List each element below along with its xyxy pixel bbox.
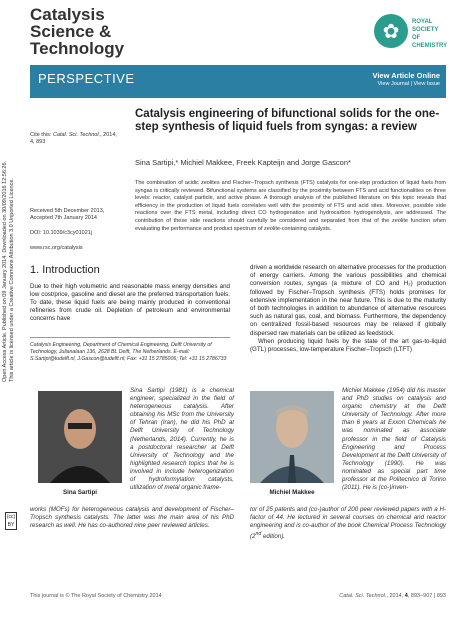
open-access-notice[interactable]: Open Access Article. Published on 09 January 2014. Downloaded on 30/09/2016 12:56:26.: [2, 160, 8, 382]
rsc-logo: ✿ ROYAL SOCIETY OF CHEMISTRY: [374, 14, 448, 50]
intro-paragraph-right-1: driven a worldwide research on alternative processes for the production of energy carriers. Among the various possibilities and chemical conversion routes, syngas (a mixture of CO and H₂) production followed by Fischer–Tropsch synthesis (FTS) holds promises for extensive implementation in the near future. This is due to the maturity of both technologies in addition to abundance of alternative resources such as natural gas, coal, and biomass. Furthermore, the dependency on centralized fossil-based resources may be relaxed if globally dispersed raw materials can be utilized as feedstock.: [250, 264, 446, 337]
bio-sina-sartipi-continued: works (MOFs) for heterogeneous catalysis and development of Fischer–Tropsch synthesis catalysts. The latter was the main area of his PhD research as well. He has co-authored nine peer reviewed articles.: [30, 506, 234, 530]
rsc-logo-icon: ✿: [374, 14, 408, 48]
view-issue-link[interactable]: View Issue: [413, 81, 440, 87]
intro-paragraph-right-2: When producing liquid fuels by the state of the art gas-to-liquid (GTL) processes, low-temperature Fischer–Tropsch (LTFT): [250, 337, 446, 354]
section-heading-introduction: 1. Introduction: [30, 264, 100, 276]
doi[interactable]: DOI: 10.1039/c3cy01021j: [30, 230, 93, 236]
cc-by-icon[interactable]: (cc) BY: [6, 514, 16, 528]
page-number: 893: [436, 593, 446, 599]
author-photo-michiel-makkee: [250, 391, 334, 483]
intro-paragraph-left: Due to their high volumetric and reasonable mass energy densities and low cost/price, gasoline and diesel are the preferred transportation fuels. To date, these liquid fuels are being mainly produced in conventional refineries from crude oil. Depletion of petroleum and environmental concerns have: [30, 283, 230, 323]
abstract: The combination of acidic zeolites and Fischer–Tropsch synthesis (FTS) catalysts for one-step production of liquid fuels from syngas is critically reviewed. Bifunctional systems are classified by the proximity between FTS and acid functionalities on three levels: reactor, catalyst particle, and active phase. A thorough analysis of the published literature on this topic reveals that efficiency in the production of liquid fuels correlates well with the proximity of FTS and acid sites. Moreover, possible side reactions over the FTS metal, including direct CO hydrogenation and hydrocarbon hydrogenolysis, are addressed. The contribution of these side reactions should carefully be considered and separated from that of the zeolite function when evaluating the performance and product spectrum of zeolite-containing catalysts.: [135, 180, 446, 232]
received-dates: Received 5th December 2013, Accepted 7th January 2014: [30, 208, 105, 221]
bio-michiel-makkee: Michiel Makkee (1954) did his master and PhD studies on catalysis and organic chemistry at the Delft University of Technology. After more than 6 years at Exxon Chemicals he was nominated as associate professor in the field of Catalysis Engineering and Process Development at the Delft University of Technology (1990). He was nominated as special part time professor at the Politecnico di Torino (2011). He is (co-)inven-: [342, 387, 446, 492]
portrait-icon: [250, 391, 334, 483]
article-title: Catalysis engineering of bifunctional solids for the one-step synthesis of liquid fuels from syngas: a review: [135, 108, 440, 133]
bio-sina-sartipi: Sina Sartipi (1981) is a chemical engineer, specialized in the field of heterogeneous catalysis. After obtaining his MSc from the University of Tehran (Iran), he did his PhD at Delft University of Technology (Netherlands, 2014). Currently, he is a postdoctoral researcher at Delft University of Technology and the highlighted research topics that he is involved in include heterogenization of hydroformylation catalysts, utilization of metal organic frame-: [130, 387, 234, 492]
licence-link[interactable]: This article is licensed under a Creative Commons Attribution 3.0 Unported Licence.: [9, 178, 15, 382]
copyright-footer: This journal is © The Royal Society of Chemistry 2014: [30, 593, 162, 599]
page-footer-citation: Catal. Sci. Technol., 2014, 4, 893–907 | 893: [339, 593, 446, 599]
photo-caption-sina-sartipi: Sina Sartipi: [62, 489, 98, 496]
portrait-icon: [38, 391, 122, 483]
view-article-online-link[interactable]: View Article Online: [372, 71, 440, 80]
photo-caption-michiel-makkee: Michiel Makkee: [269, 489, 315, 496]
bio-michiel-makkee-continued: tor of 25 patents and (co-)author of 200 peer reviewed papers with a H-factor of 44. He lectured in several courses on chemical and reactor engineering and is co-author of the book Chemical Process Technology (2nd edition).: [250, 506, 446, 541]
journal-url[interactable]: www.rsc.org/catalysis: [30, 245, 83, 251]
intro-column-right: [250, 264, 446, 354]
view-journal-link[interactable]: View Journal: [377, 81, 409, 87]
author-list: Sina Sartipi,* Michiel Makkee, Freek Kapteijn and Jorge Gascon*: [135, 158, 351, 167]
footnote-divider: [30, 337, 230, 338]
author-photo-sina-sartipi: [38, 391, 122, 483]
article-type-label: PERSPECTIVE: [38, 71, 135, 86]
citation: Cite this: Catal. Sci. Technol., 2014, 4, 893: [30, 132, 117, 145]
article-type-banner: PERSPECTIVE View Article Online View Journal | View Issue: [30, 65, 446, 98]
affiliation: Catalysis Engineering, Department of Chemical Engineering, Delft University of Technology, Julianalaan 136, 2628 BL Delft, The Netherlands. E-mail: S.Sartipi@tudelft.nl, J.Gascon@tudelft.nl; Fax: +31 15 2785006; Tel: +31 15 2786733: [30, 342, 227, 362]
open-access-sidebar: [2, 122, 16, 528]
journal-title: Catalysis Science & Technology: [30, 5, 125, 58]
